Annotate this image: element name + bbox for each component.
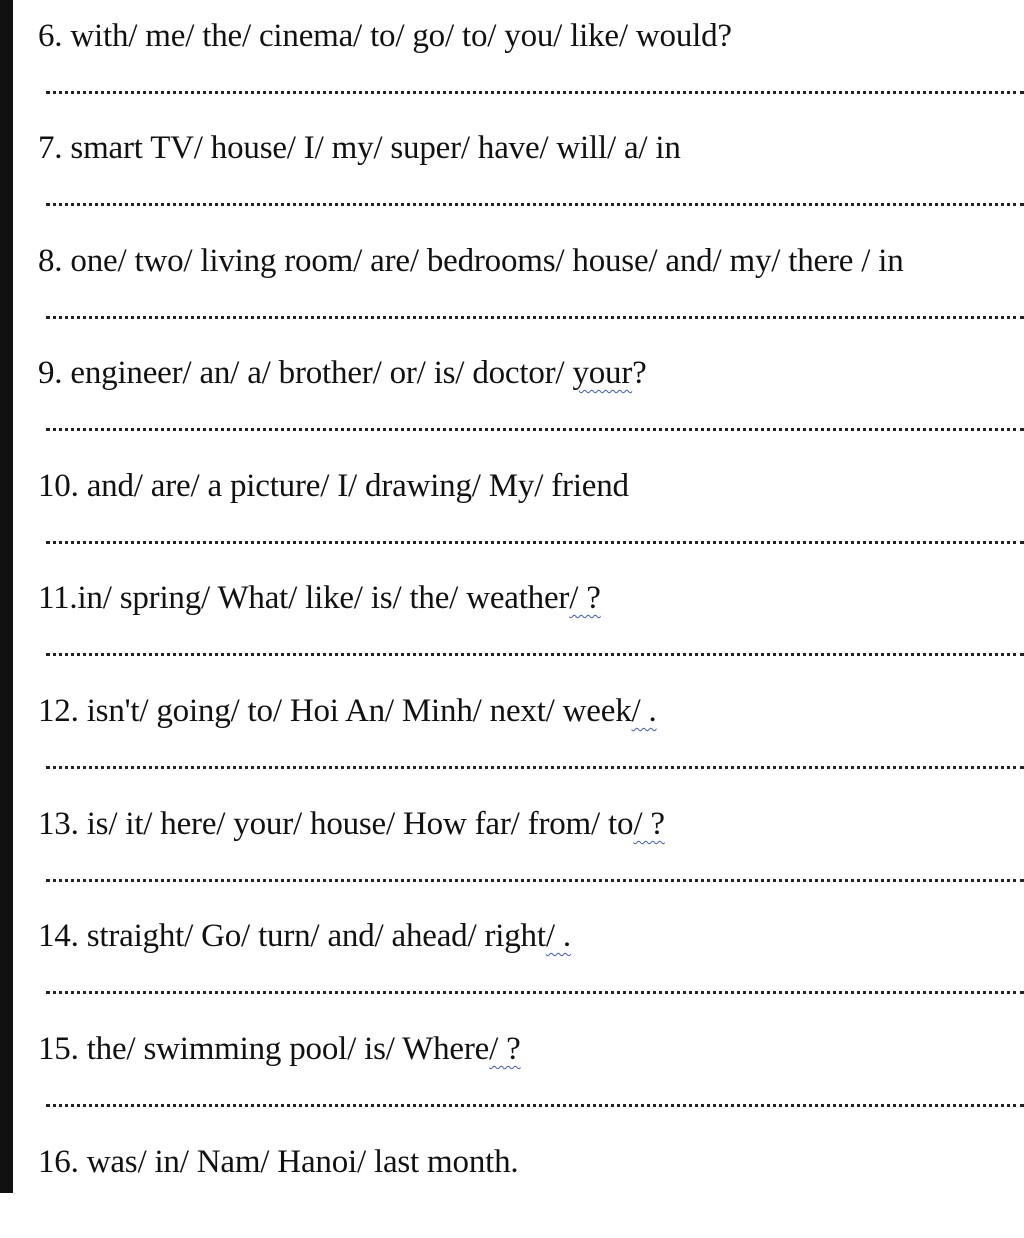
question-text: 15. the/ swimming pool/ is/ Where/ ? [38, 1031, 521, 1067]
question-item-11 [38, 562, 1024, 674]
answer-line[interactable] [46, 653, 1024, 656]
question-item-15 [38, 1013, 1024, 1125]
question-item-14 [38, 900, 1024, 1012]
question-text: 6. with/ me/ the/ cinema/ to/ go/ to/ you/ like/ would? [38, 18, 732, 54]
answer-line[interactable] [46, 428, 1024, 431]
question-item-9 [38, 337, 1024, 449]
answer-line[interactable] [46, 541, 1024, 544]
question-item-12 [38, 675, 1024, 787]
question-item-10 [38, 450, 1024, 562]
spellcheck-underline: / . [631, 693, 657, 729]
spellcheck-underline: / ? [569, 580, 601, 616]
answer-line[interactable] [46, 203, 1024, 206]
question-text: 13. is/ it/ here/ your/ house/ How far/ from/ to/ ? [38, 806, 665, 842]
spellcheck-underline: / ? [633, 806, 665, 842]
question-text: 12. isn't/ going/ to/ Hoi An/ Minh/ next/ week/ . [38, 693, 657, 729]
worksheet-page [13, 0, 1024, 1193]
answer-line[interactable] [46, 91, 1024, 94]
question-text: 14. straight/ Go/ turn/ and/ ahead/ right/ . [38, 918, 571, 954]
spellcheck-underline: / ? [489, 1031, 521, 1067]
question-item-16 [38, 1126, 1024, 1238]
answer-line[interactable] [46, 316, 1024, 319]
question-text: 7. smart TV/ house/ I/ my/ super/ have/ will/ a/ in [38, 130, 681, 166]
spellcheck-underline: your [572, 355, 633, 391]
question-text: 9. engineer/ an/ a/ brother/ or/ is/ doctor/ your? [38, 355, 647, 391]
answer-line[interactable] [46, 766, 1024, 769]
question-text: 8. one/ two/ living room/ are/ bedrooms/ house/ and/ my/ there / in [38, 243, 904, 279]
answer-line[interactable] [46, 879, 1024, 882]
spellcheck-underline: / . [545, 918, 571, 954]
question-text: 11.in/ spring/ What/ like/ is/ the/ weather/ ? [38, 580, 601, 616]
question-text: 10. and/ are/ a picture/ I/ drawing/ My/ friend [38, 468, 629, 504]
question-item-6 [38, 0, 1024, 112]
question-item-13 [38, 788, 1024, 900]
question-text: 16. was/ in/ Nam/ Hanoi/ last month. [38, 1144, 519, 1180]
answer-line[interactable] [46, 1104, 1024, 1107]
left-border-bar [0, 0, 13, 1193]
answer-line[interactable] [46, 991, 1024, 994]
question-item-8 [38, 225, 1024, 337]
question-item-7 [38, 112, 1024, 224]
